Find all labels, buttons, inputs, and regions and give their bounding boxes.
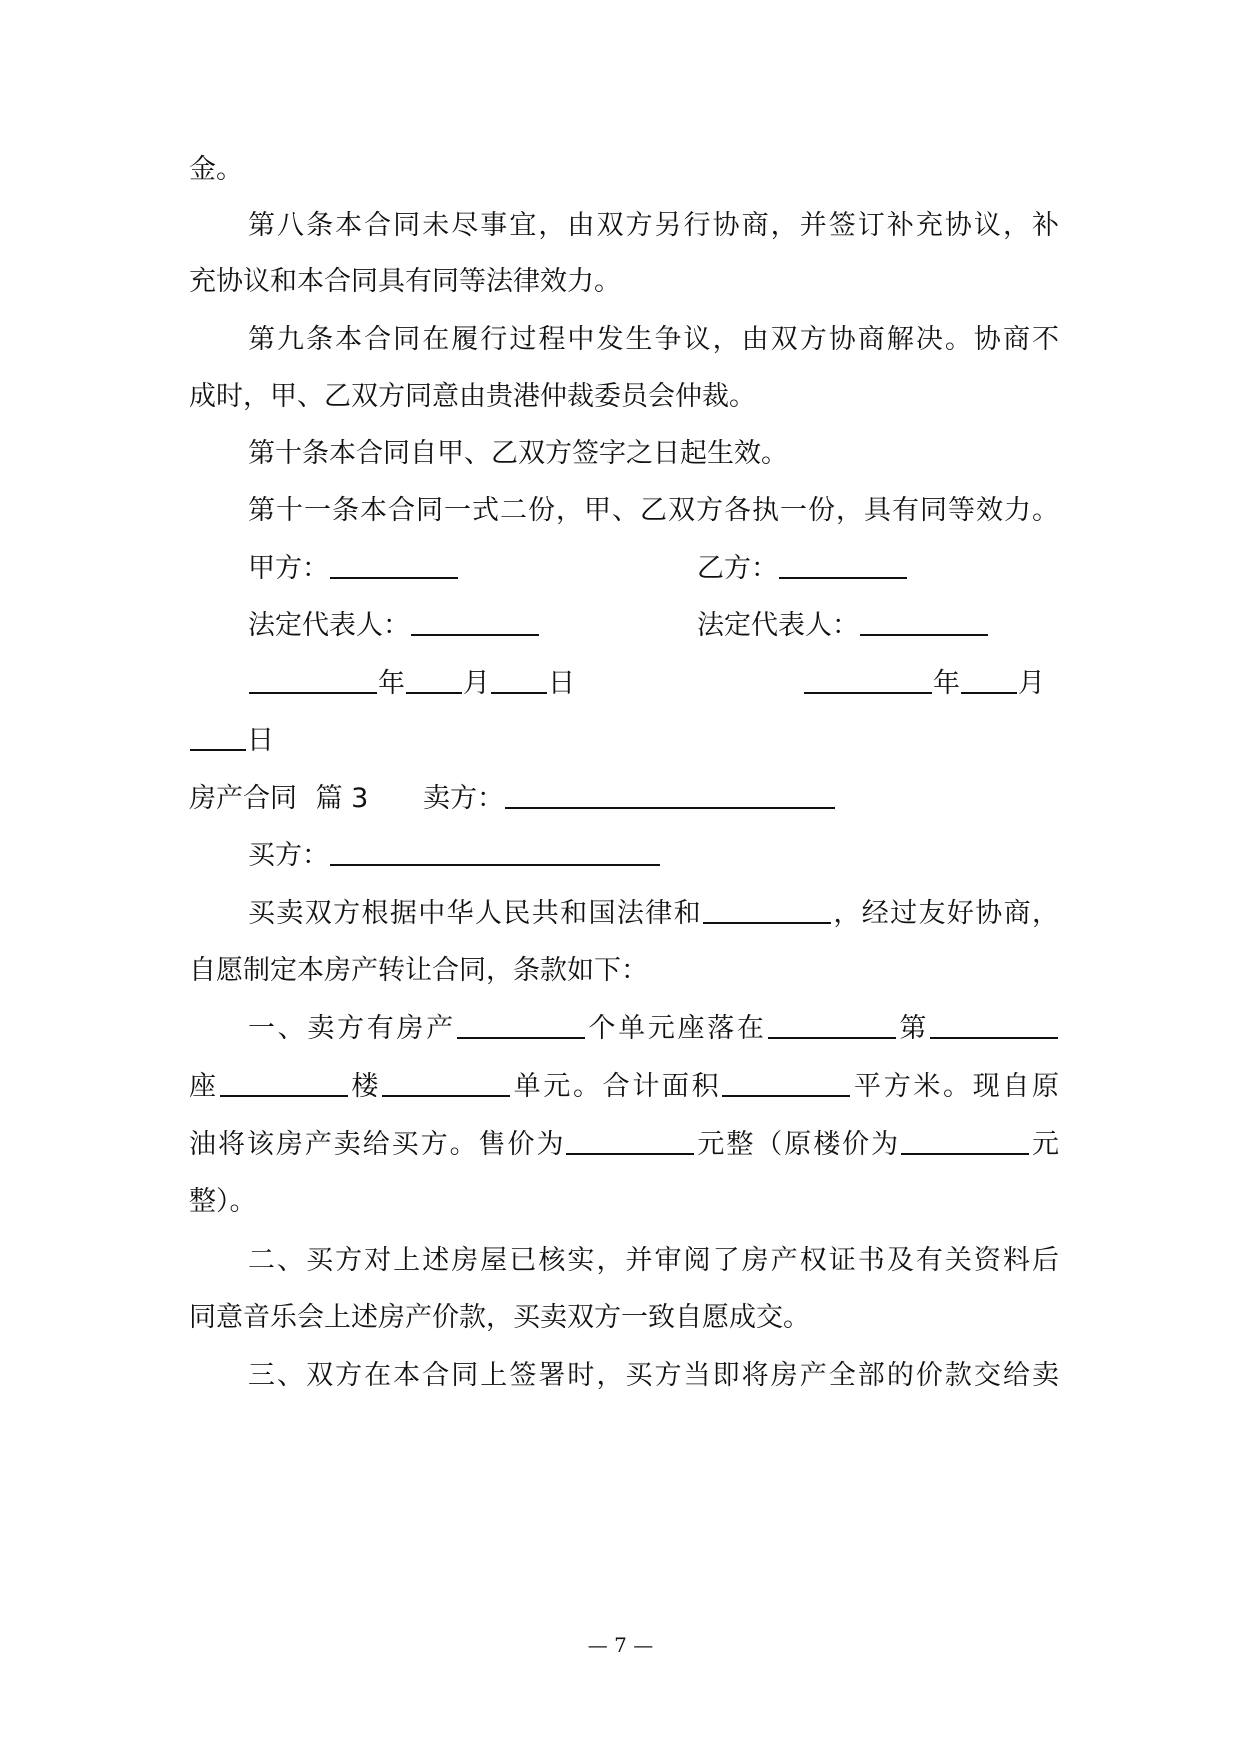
date-b-year-label: 年 [933, 668, 960, 699]
clause-1-text: 元 [1030, 1129, 1060, 1160]
page-number: — 7 — [587, 1633, 654, 1657]
date-a-month-blank [406, 664, 462, 694]
signature-row-date [248, 664, 1059, 704]
clause-1-text: 座 [189, 1071, 219, 1102]
article-8-line-1: 第八条本合同未尽事宜，由双方另行协商，并签订补充协议，补 [248, 210, 1059, 241]
intro-blank [703, 894, 831, 924]
signature-row-rep [248, 606, 1059, 646]
article-11: 第十一条本合同一式二份，甲、乙双方各执一份，具有同等效力。 [248, 495, 1059, 526]
intro-text-a: 买卖双方根据中华人民共和国法律和 [248, 898, 702, 929]
rep-a-label: 法定代表人： [248, 610, 410, 641]
section-heading: 房产合同 [189, 783, 297, 814]
article-9-line-1: 第九条本合同在履行过程中发生争议，由双方协商解决。协商不 [248, 324, 1059, 355]
buyer-row [248, 836, 1059, 876]
block-blank [220, 1067, 348, 1097]
price-blank [566, 1125, 694, 1155]
clause-1-text: 元整（原楼价为 [695, 1129, 901, 1160]
article-10: 第十条本合同自甲、乙双方签字之日起生效。 [248, 438, 788, 469]
clause-3-line-1: 三、双方在本合同上签署时，买方当即将房产全部的价款交给卖 [248, 1360, 1059, 1391]
date-b-day-label: 日 [247, 725, 274, 756]
party-b-label: 乙方： [697, 553, 778, 584]
clause-1-text: 平方米。现自原 [851, 1071, 1060, 1102]
date-b-month-label: 月 [1018, 668, 1045, 699]
clause-1-line-1 [248, 1009, 1059, 1049]
clause-1-text: 油将该房产卖给买方。售价为 [189, 1129, 566, 1160]
floor-blank [382, 1067, 510, 1097]
clause-1-text: 单元。合计面积 [511, 1071, 722, 1102]
signature-row-party [248, 549, 1059, 589]
buyer-blank [330, 836, 660, 866]
seller-label: 卖方： [423, 783, 504, 814]
number-blank [930, 1009, 1058, 1039]
location-blank [768, 1009, 896, 1039]
clause-1-line-2 [189, 1067, 1059, 1107]
clause-2-line-1: 二、买方对上述房屋已核实，并审阅了房产权证书及有关资料后 [248, 1245, 1059, 1276]
original-price-blank [901, 1125, 1029, 1155]
intro-line-2: 自愿制定本房产转让合同，条款如下： [189, 955, 648, 986]
signature-row-date-cont [189, 721, 1059, 761]
area-blank [722, 1067, 850, 1097]
clause-1-line-3 [189, 1125, 1059, 1165]
clause-1-text: 个单元座落在 [585, 1013, 767, 1044]
units-blank [457, 1009, 585, 1039]
intro-text-b: ，经过友好协商， [832, 898, 1059, 929]
date-b-day-blank [190, 721, 246, 751]
party-a-label: 甲方： [248, 553, 329, 584]
rep-b-blank [860, 606, 988, 636]
clause-1-text: 一、卖方有房产 [248, 1013, 456, 1044]
date-b-year-blank [804, 664, 932, 694]
date-a-day-label: 日 [548, 668, 575, 699]
article-8-line-2: 充协议和本合同具有同等法律效力。 [189, 266, 621, 297]
date-a-year-blank [249, 664, 377, 694]
party-a-blank [330, 549, 458, 579]
rep-b-label: 法定代表人： [697, 610, 859, 641]
section-3-heading-row [189, 779, 1059, 819]
party-b-blank [779, 549, 907, 579]
rep-b-group [697, 606, 989, 646]
rep-a-blank [411, 606, 539, 636]
date-a-month-label: 月 [463, 668, 490, 699]
clause-1-text: 楼 [348, 1071, 382, 1102]
party-b-group [697, 549, 908, 589]
clause-2-line-2: 同意音乐会上述房产价款，买卖双方一致自愿成交。 [189, 1302, 810, 1333]
clause-1-text: 第 [896, 1013, 929, 1044]
section-number: 篇 3 [315, 783, 369, 814]
date-b-group [803, 664, 1045, 704]
buyer-label: 买方： [248, 840, 329, 871]
clause-1-line-4: 整）。 [189, 1186, 257, 1217]
date-a-year-label: 年 [378, 668, 405, 699]
date-b-month-blank [961, 664, 1017, 694]
article-9-line-2: 成时，甲、乙双方同意由贵港仲裁委员会仲裁。 [189, 381, 756, 412]
intro-line-1 [248, 894, 1059, 934]
seller-blank [505, 779, 835, 809]
seller-group [423, 779, 836, 819]
paragraph-line: 金。 [189, 154, 243, 185]
date-a-day-blank [491, 664, 547, 694]
